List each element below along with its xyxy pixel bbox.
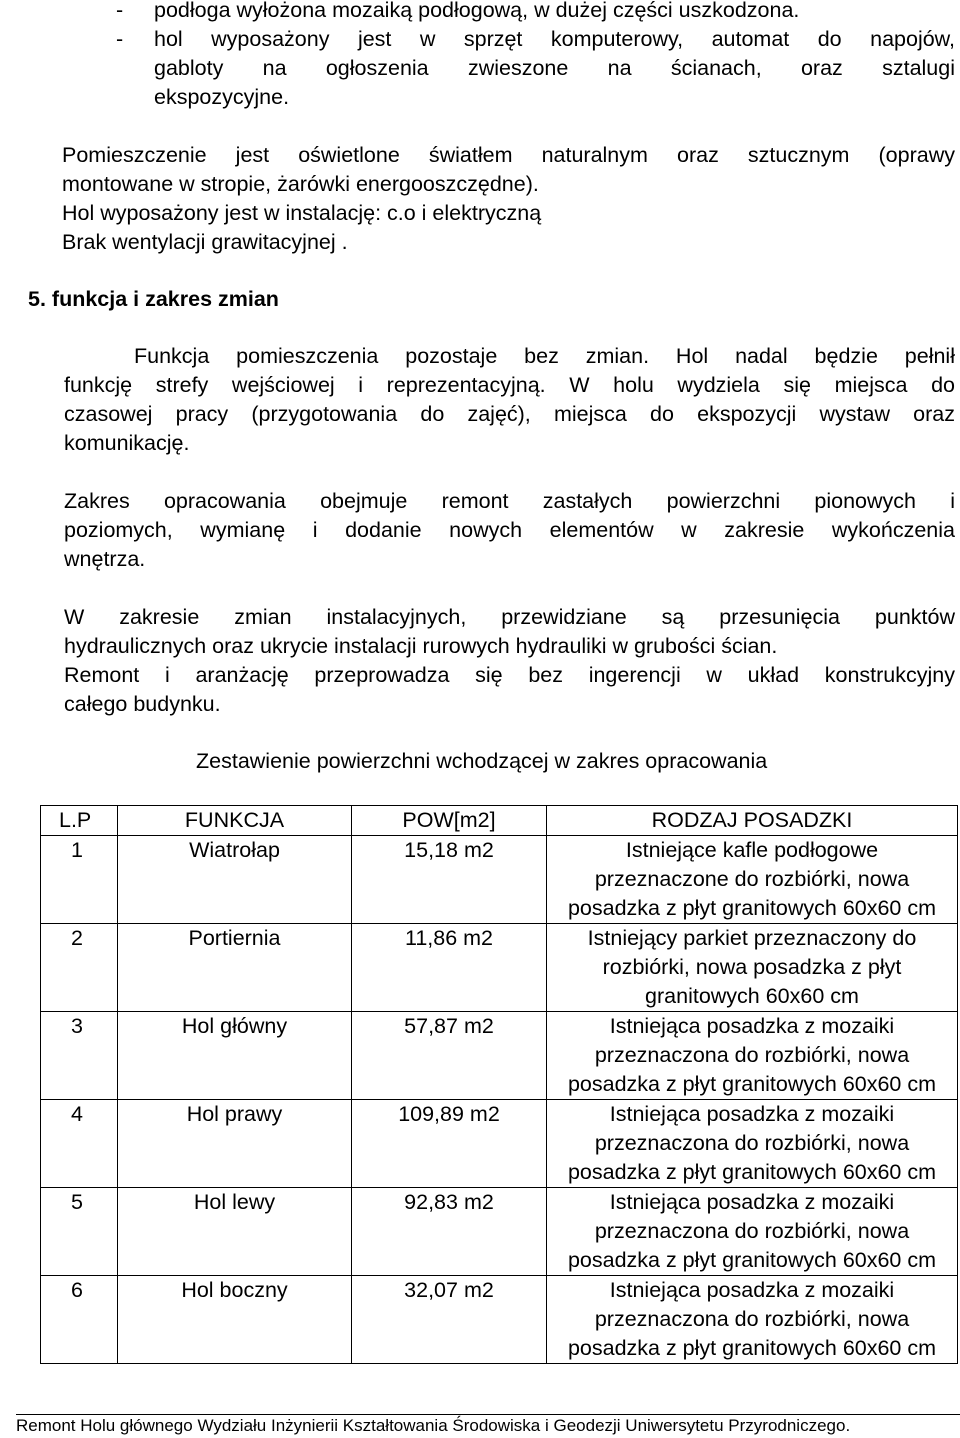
floor-description-line: posadzka z płyt granitowych 60x60 cm bbox=[567, 1160, 937, 1184]
cell-pow: 109,89 m2 bbox=[352, 1100, 547, 1188]
floor-description-line: posadzka z płyt granitowych 60x60 cm bbox=[567, 1248, 937, 1272]
floor-description-line: Istniejąca posadzka z mozaiki bbox=[609, 1278, 895, 1302]
cell-rodzaj-posadzki bbox=[547, 1276, 958, 1364]
cell-funkcja: Hol boczny bbox=[118, 1276, 352, 1364]
body-text-line: montowane w stropie, żarówki energooszczędne). bbox=[62, 172, 539, 196]
cell-rodzaj-posadzki bbox=[547, 836, 958, 924]
cell-lp: 4 bbox=[41, 1100, 118, 1188]
bullet-item-equipment-line: gabloty na ogłoszenia zwieszone na ścianach, oraz sztalugi bbox=[154, 56, 955, 80]
body-text-line: Zakres opracowania obejmuje remont zastałych powierzchni pionowych i bbox=[64, 489, 955, 513]
cell-funkcja: Wiatrołap bbox=[118, 836, 352, 924]
floor-description-line: przeznaczona do rozbiórki, nowa bbox=[594, 1219, 910, 1243]
bullet-item-equipment-line: ekspozycyjne. bbox=[154, 85, 290, 109]
floor-description-line: Istniejący parkiet przeznaczony do bbox=[587, 926, 917, 950]
body-text-line: Remont i aranżację przeprowadza się bez ingerencji w układ konstrukcyjny bbox=[64, 663, 955, 687]
cell-rodzaj-posadzki bbox=[547, 1100, 958, 1188]
table-row bbox=[41, 1188, 958, 1276]
body-text-line: komunikację. bbox=[64, 431, 190, 455]
cell-pow: 92,83 m2 bbox=[352, 1188, 547, 1276]
floor-description-line: przeznaczona do rozbiórki, nowa bbox=[594, 1043, 910, 1067]
floor-description-line: Istniejąca posadzka z mozaiki bbox=[609, 1190, 895, 1214]
table-header-row bbox=[41, 806, 958, 836]
cell-pow: 11,86 m2 bbox=[352, 924, 547, 1012]
floor-description-line: przeznaczona do rozbiórki, nowa bbox=[594, 1131, 910, 1155]
table-row bbox=[41, 1100, 958, 1188]
cell-pow: 57,87 m2 bbox=[352, 1012, 547, 1100]
body-text-line: wnętrza. bbox=[64, 547, 146, 571]
floor-description-line: posadzka z płyt granitowych 60x60 cm bbox=[567, 896, 937, 920]
floor-description-line: Istniejąca posadzka z mozaiki bbox=[609, 1102, 895, 1126]
body-text-line: czasowej pracy (przygotowania do zajęć), miejsca do ekspozycji wystaw oraz bbox=[64, 402, 955, 426]
body-text-line: hydraulicznych oraz ukrycie instalacji rurowych hydrauliki w grubości ścian. bbox=[64, 634, 778, 658]
floor-description-line: granitowych 60x60 cm bbox=[645, 984, 859, 1008]
cell-funkcja: Portiernia bbox=[118, 924, 352, 1012]
cell-rodzaj-posadzki bbox=[547, 1188, 958, 1276]
table-caption: Zestawienie powierzchni wchodzącej w zakres opracowania bbox=[196, 749, 768, 773]
section-heading: 5. funkcja i zakres zmian bbox=[28, 287, 279, 311]
bullet-dash: - bbox=[116, 0, 124, 22]
body-text-line: W zakresie zmian instalacyjnych, przewidziane są przesunięcia punktów bbox=[64, 605, 955, 629]
header-lp: L.P bbox=[41, 806, 118, 836]
cell-rodzaj-posadzki bbox=[547, 1012, 958, 1100]
cell-lp: 3 bbox=[41, 1012, 118, 1100]
floor-description-line: posadzka z płyt granitowych 60x60 cm bbox=[567, 1336, 937, 1360]
table-row bbox=[41, 1012, 958, 1100]
body-text-line: poziomych, wymianę i dodanie nowych elementów w zakresie wykończenia bbox=[64, 518, 955, 542]
surface-table bbox=[40, 805, 958, 1364]
floor-description-line: posadzka z płyt granitowych 60x60 cm bbox=[567, 1072, 937, 1096]
body-text-line: Brak wentylacji grawitacyjnej . bbox=[62, 230, 348, 254]
body-text-line: funkcję strefy wejściowej i reprezentacyjną. W holu wydziela się miejsca do bbox=[64, 373, 955, 397]
floor-description-line: przeznaczona do rozbiórki, nowa bbox=[594, 1307, 910, 1331]
cell-pow: 32,07 m2 bbox=[352, 1276, 547, 1364]
cell-pow: 15,18 m2 bbox=[352, 836, 547, 924]
header-pow: POW[m2] bbox=[352, 806, 547, 836]
body-text-line: całego budynku. bbox=[64, 692, 221, 716]
table-row bbox=[41, 1276, 958, 1364]
cell-lp: 1 bbox=[41, 836, 118, 924]
body-text-line: Pomieszczenie jest oświetlone światłem naturalnym oraz sztucznym (oprawy bbox=[62, 143, 955, 167]
cell-lp: 6 bbox=[41, 1276, 118, 1364]
table-row bbox=[41, 924, 958, 1012]
bullet-dash: - bbox=[116, 27, 124, 51]
bullet-item-equipment-line: hol wyposażony jest w sprzęt komputerowy, automat do napojów, bbox=[154, 27, 955, 51]
floor-description-line: Istniejąca posadzka z mozaiki bbox=[609, 1014, 895, 1038]
cell-lp: 5 bbox=[41, 1188, 118, 1276]
header-rodzaj-posadzki: RODZAJ POSADZKI bbox=[547, 806, 958, 836]
body-text-line: Funkcja pomieszczenia pozostaje bez zmian. Hol nadal będzie pełnił bbox=[134, 344, 955, 368]
table-row bbox=[41, 836, 958, 924]
floor-description-line: Istniejące kafle podłogowe bbox=[625, 838, 879, 862]
bullet-item-floor: podłoga wyłożona mozaiką podłogową, w dużej części uszkodzona. bbox=[154, 0, 800, 22]
floor-description-line: rozbiórki, nowa posadzka z płyt bbox=[602, 955, 902, 979]
cell-funkcja: Hol główny bbox=[118, 1012, 352, 1100]
body-text-line: Hol wyposażony jest w instalację: c.o i elektryczną bbox=[62, 201, 542, 225]
cell-rodzaj-posadzki bbox=[547, 924, 958, 1012]
page-footer: Remont Holu głównego Wydziału Inżynierii Kształtowania Środowiska i Geodezji Uniwersytetu Przyrodniczego. bbox=[16, 1414, 960, 1437]
floor-description-line: przeznaczone do rozbiórki, nowa bbox=[594, 867, 910, 891]
cell-funkcja: Hol lewy bbox=[118, 1188, 352, 1276]
header-funkcja: FUNKCJA bbox=[118, 806, 352, 836]
cell-lp: 2 bbox=[41, 924, 118, 1012]
cell-funkcja: Hol prawy bbox=[118, 1100, 352, 1188]
